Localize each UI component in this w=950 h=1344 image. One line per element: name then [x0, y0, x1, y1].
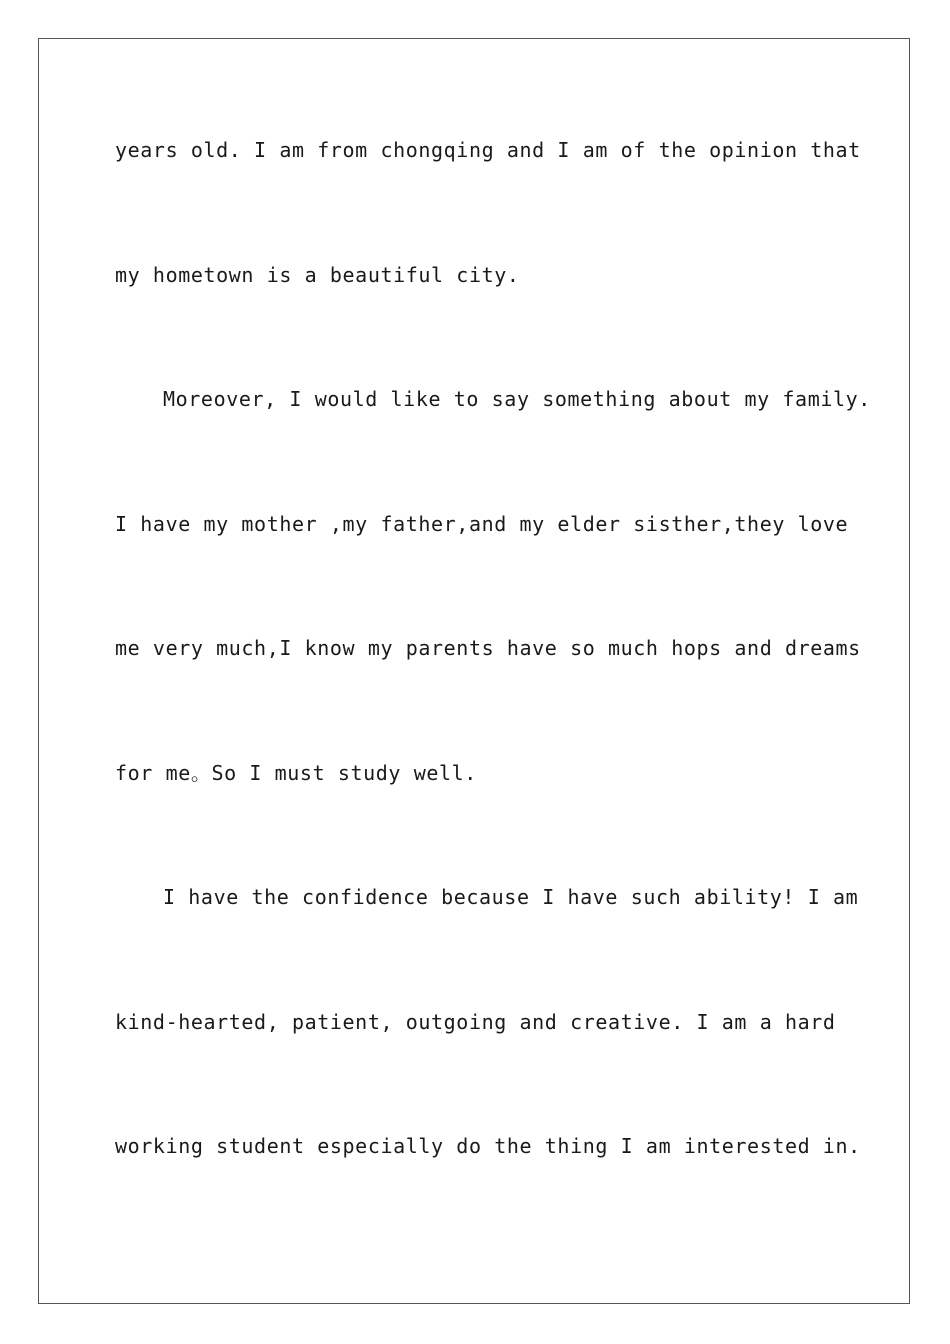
text-line-7: I have the confidence because I have such ability! I am [163, 885, 859, 909]
text-line-6: for me。So I must study well. [115, 761, 477, 785]
text-line-3: Moreover, I would like to say something about my family. [163, 387, 871, 411]
text-line-2: my hometown is a beautiful city. [115, 263, 520, 287]
text-line-1: years old. I am from chongqing and I am of the opinion that [115, 138, 861, 162]
text-line-9: working student especially do the thing I am interested in. [115, 1134, 861, 1158]
text-line-4: I have my mother ,my father,and my elder sisther,they love [115, 512, 849, 536]
text-line-5: me very much,I know my parents have so much hops and dreams [115, 636, 861, 660]
text-line-8: kind-hearted, patient, outgoing and creative. I am a hard [115, 1010, 836, 1034]
page-frame [38, 38, 910, 1304]
